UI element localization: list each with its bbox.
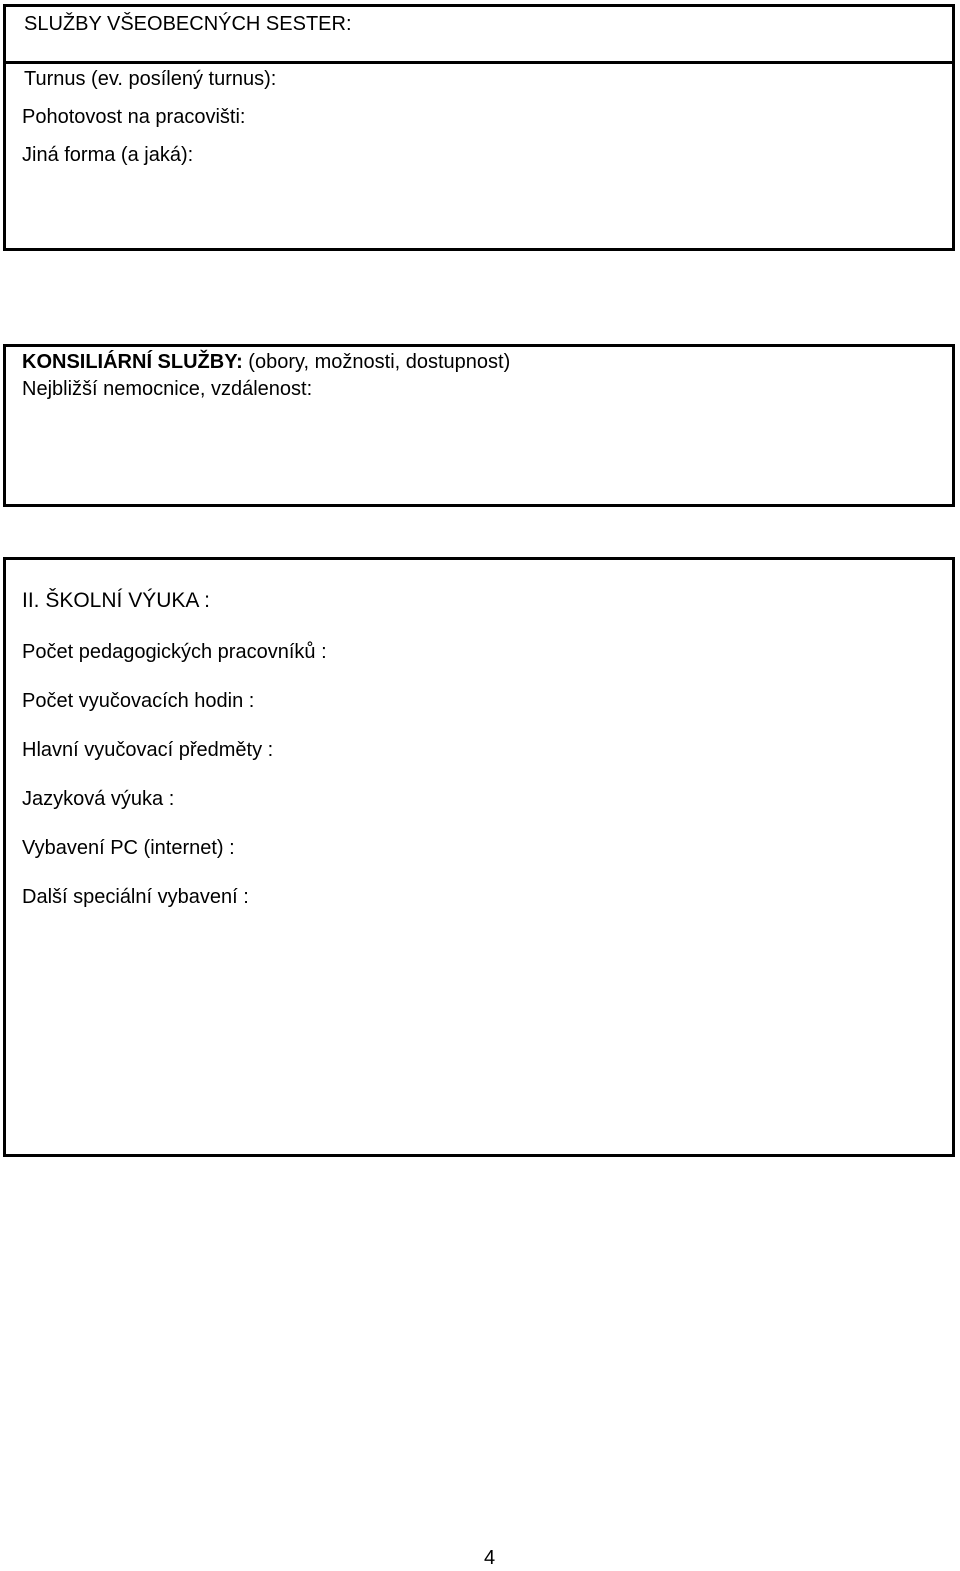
field-label-jazykova-vyuka: Jazyková výuka : xyxy=(22,788,175,810)
page-number: 4 xyxy=(484,1547,496,1569)
field-label-vybaveni-pc: Vybavení PC (internet) : xyxy=(22,837,235,859)
consult-section-subtitle: (obory, možnosti, dostupnost) xyxy=(248,351,511,373)
field-label-pohotovost: Pohotovost na pracovišti: xyxy=(22,106,246,128)
field-label-pocet-pracovniku: Počet pedagogických pracovníků : xyxy=(22,641,327,663)
field-label-specialni-vybaveni: Další speciální vybavení : xyxy=(22,886,249,908)
nurses-section-title: SLUŽBY VŠEOBECNÝCH SESTER: xyxy=(24,13,352,35)
consult-section-heading xyxy=(22,350,510,374)
consult-section-title: KONSILIÁRNÍ SLUŽBY: xyxy=(22,351,243,373)
field-label-hlavni-predmety: Hlavní vyučovací předměty : xyxy=(22,739,274,761)
field-label-nejblizsi-nemocnice: Nejbližší nemocnice, vzdálenost: xyxy=(22,378,313,400)
school-section-title: II. ŠKOLNÍ VÝUKA : xyxy=(22,589,210,612)
field-label-turnus: Turnus (ev. posílený turnus): xyxy=(24,68,277,90)
field-label-jina-forma: Jiná forma (a jaká): xyxy=(22,144,194,166)
field-label-pocet-hodin: Počet vyučovacích hodin : xyxy=(22,690,255,712)
